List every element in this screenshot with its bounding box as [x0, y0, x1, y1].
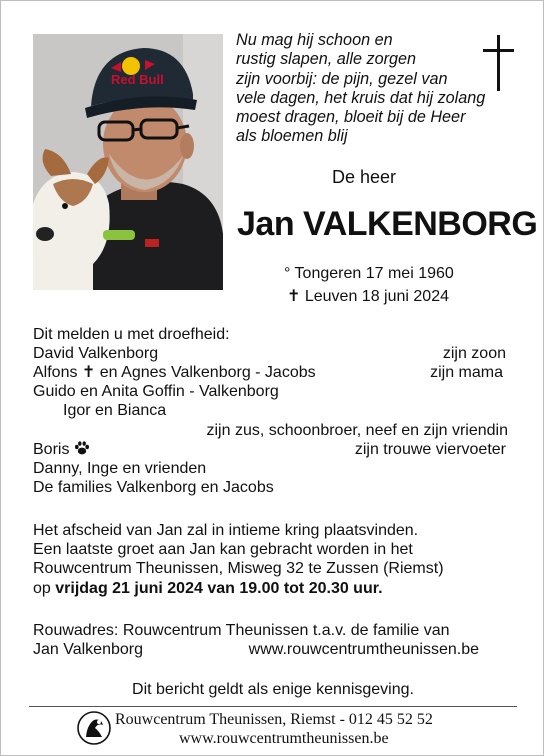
- notice-text: Dit bericht geldt als enige kennisgeving.: [132, 681, 414, 698]
- mourner-name: Danny, Inge en vrienden: [33, 460, 207, 477]
- address-name: Jan Valkenborg: [33, 641, 143, 658]
- footer-contact: Rouwcentrum Theunissen, Riemst - 012 45 52 52: [115, 711, 433, 728]
- mourner-name: [33, 363, 316, 382]
- poem-line: als bloemen blij: [236, 127, 348, 146]
- poem-line: moest dragen, bloeit bij de Heer: [236, 108, 466, 127]
- farewell-prefix: op: [33, 580, 51, 597]
- mourner-name: David Valkenborg: [33, 345, 159, 362]
- farewell-date: vrijdag 21 juni 2024 van 19.00 tot 20.30 uur.: [55, 580, 383, 597]
- mourner-name-part: en Agnes Valkenborg - Jacobs: [99, 364, 316, 381]
- deceased-name: Jan VALKENBORG: [237, 205, 538, 243]
- poem-line: Nu mag hij schoon en: [236, 31, 393, 49]
- poem: [236, 31, 486, 147]
- mourner-relation: zijn trouwe viervoeter: [354, 441, 506, 458]
- mourner-name: [33, 440, 90, 459]
- mourner-relation: zijn mama: [430, 364, 503, 381]
- farewell-line: Rouwcentrum Theunissen, Misweg 32 te Zussen (Riemst): [33, 560, 444, 577]
- farewell-datetime: [33, 579, 383, 598]
- farewell-line: Het afscheid van Jan zal in intieme kring plaatsvinden.: [33, 522, 419, 539]
- mourner-name: Igor en Bianca: [63, 402, 167, 419]
- website-link[interactable]: www.rouwcentrumtheunissen.be: [248, 641, 479, 658]
- small-cross-icon: ✝: [81, 364, 96, 381]
- mourner-name: De families Valkenborg en Jacobs: [33, 479, 274, 496]
- death-info: [287, 286, 449, 306]
- mourner-name: Guido en Anita Goffin - Valkenborg: [33, 383, 279, 400]
- footer-website[interactable]: www.rouwcentrumtheunissen.be: [179, 730, 389, 747]
- paw-icon: [74, 441, 90, 455]
- small-cross-icon: ✝: [287, 288, 301, 305]
- farewell-line: Een laatste groet aan Jan kan gebracht worden in het: [33, 541, 413, 558]
- poem-line: zijn voorbij: de pijn, gezel van: [236, 69, 448, 88]
- cap-logo-text: Red Bull: [111, 72, 164, 87]
- mourner-name-part: Alfons: [33, 364, 78, 381]
- mourners-intro: Dit melden u met droefheid:: [33, 326, 230, 343]
- poem-line: vele dagen, het kruis dat hij zolang: [236, 88, 486, 107]
- cross-icon: [479, 35, 519, 91]
- mourner-name-part: Boris: [33, 441, 70, 458]
- portrait-photo: [33, 34, 223, 290]
- title-prefix: De heer: [332, 167, 397, 187]
- poem-line: rustig slapen, alle zorgen: [236, 50, 416, 69]
- mourner-relation: zijn zus, schoonbroer, neef en zijn vriendin: [206, 422, 508, 439]
- funeral-address: Rouwadres: Rouwcentrum Theunissen t.a.v. de familie van: [33, 622, 450, 639]
- mourner-relation: zijn zoon: [442, 345, 506, 362]
- funeral-home-logo: [77, 711, 111, 745]
- divider: [29, 706, 517, 707]
- birth-info: ° Tongeren 17 mei 1960: [284, 265, 454, 282]
- death-info-text: Leuven 18 juni 2024: [304, 288, 449, 305]
